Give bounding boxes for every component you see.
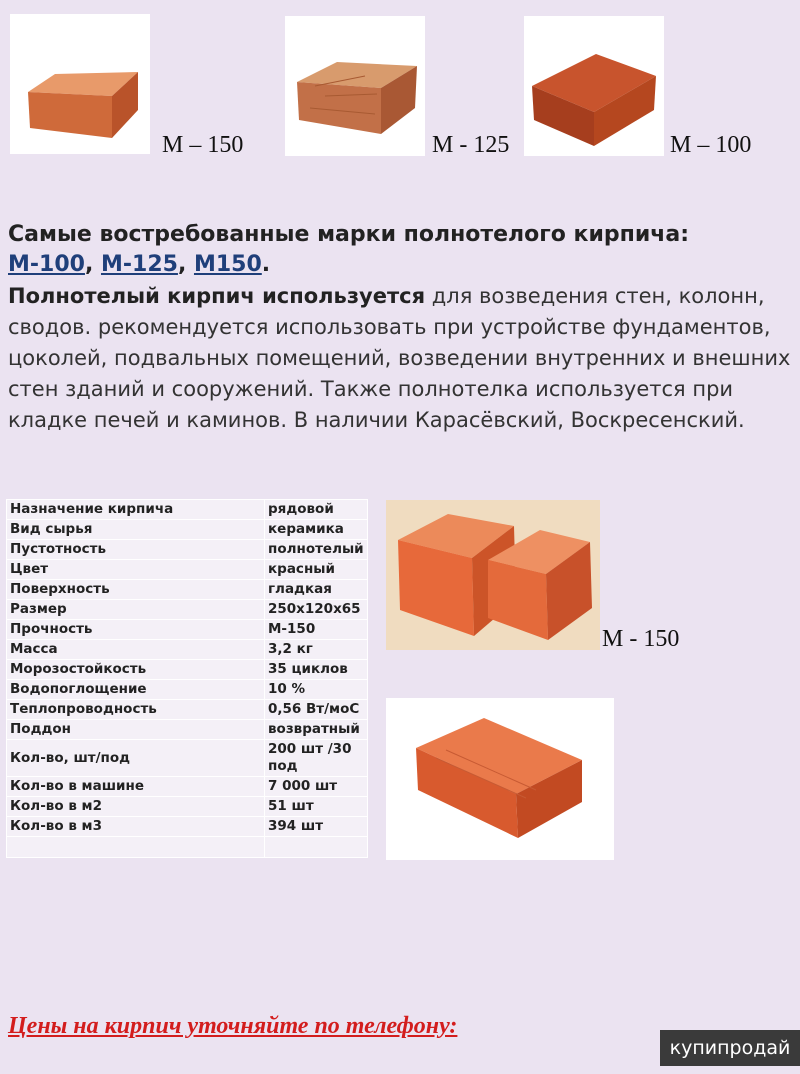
spec-key: Размер <box>7 600 265 620</box>
heading-end: . <box>261 252 271 277</box>
spec-key: Кол-во, шт/под <box>7 740 265 777</box>
table-row <box>7 797 368 817</box>
table-row <box>7 520 368 540</box>
spec-value: 35 циклов <box>265 660 368 680</box>
brick-photo-m150 <box>10 14 150 154</box>
specs-table <box>6 499 368 858</box>
spec-value: 0,56 Вт/моС <box>265 700 368 720</box>
brick-grade-label: M – 100 <box>670 132 752 158</box>
spec-key: Кол-во в машине <box>7 777 265 797</box>
description-text: для возведения стен, колонн, сводов. рекомендуется использовать при устройстве фундаментов, цоколей, подвальных помещений, возведении внутренних и внешних стен зданий и сооружений. Также полнотелка используется при кладке печей и каминов. В наличии Карасёвский, Воскресенский. <box>8 284 791 432</box>
spec-value: 3,2 кг <box>265 640 368 660</box>
heading-sep: , <box>177 252 194 277</box>
spec-key: Поверхность <box>7 580 265 600</box>
spec-value: 250x120x65 <box>265 600 368 620</box>
heading-sep: , <box>84 252 101 277</box>
brick-grade-label: M – 150 <box>162 132 244 158</box>
spec-value: 394 шт <box>265 817 368 837</box>
spec-value: 200 шт /30 под <box>265 740 368 777</box>
table-row <box>7 500 368 520</box>
spec-key: Кол-во в м2 <box>7 797 265 817</box>
spec-key: Масса <box>7 640 265 660</box>
spec-value: 10 % <box>265 680 368 700</box>
description-bold: Полнотелый кирпич используется <box>8 284 426 308</box>
table-row <box>7 600 368 620</box>
spec-value: 7 000 шт <box>265 777 368 797</box>
brick-single-photo <box>386 698 614 860</box>
spec-key: Цвет <box>7 560 265 580</box>
table-row-empty <box>7 837 368 858</box>
spec-key: Поддон <box>7 720 265 740</box>
table-row <box>7 817 368 837</box>
brick-grade-label: M - 125 <box>432 132 510 158</box>
table-row <box>7 660 368 680</box>
spec-key: Морозостойкость <box>7 660 265 680</box>
grade-link-m150[interactable]: М150 <box>193 252 262 277</box>
table-row <box>7 540 368 560</box>
table-row <box>7 777 368 797</box>
spec-key: Вид сырья <box>7 520 265 540</box>
table-row <box>7 640 368 660</box>
grade-link-m125[interactable]: М-125 <box>100 252 178 277</box>
spec-key: Прочность <box>7 620 265 640</box>
spec-key: Водопоглощение <box>7 680 265 700</box>
side-photo-grade-label: М - 150 <box>602 626 680 652</box>
spec-key: Теплопроводность <box>7 700 265 720</box>
brick-photo-m100 <box>524 16 664 156</box>
spec-value: красный <box>265 560 368 580</box>
table-row <box>7 700 368 720</box>
spec-value: керамика <box>265 520 368 540</box>
brick-pair-photo <box>386 500 600 650</box>
brick-photo-m125 <box>285 16 425 156</box>
spec-key: Пустотность <box>7 540 265 560</box>
table-row <box>7 680 368 700</box>
table-row <box>7 740 368 777</box>
watermark-logo: купипродай <box>660 1030 800 1066</box>
description-paragraph <box>8 281 798 436</box>
spec-value: возвратный <box>265 720 368 740</box>
heading <box>8 220 768 280</box>
spec-key: Назначение кирпича <box>7 500 265 520</box>
spec-value: М-150 <box>265 620 368 640</box>
spec-value: гладкая <box>265 580 368 600</box>
heading-text: Самые востребованные марки полнотелого кирпича: <box>8 222 690 247</box>
spec-value: полнотелый <box>265 540 368 560</box>
table-row <box>7 580 368 600</box>
price-note: Цены на кирпич уточняйте по телефону: <box>8 1013 458 1039</box>
spec-value: рядовой <box>265 500 368 520</box>
spec-key: Кол-во в м3 <box>7 817 265 837</box>
table-row <box>7 720 368 740</box>
table-row <box>7 560 368 580</box>
table-row <box>7 620 368 640</box>
spec-value: 51 шт <box>265 797 368 817</box>
grade-link-m100[interactable]: М-100 <box>8 252 85 277</box>
